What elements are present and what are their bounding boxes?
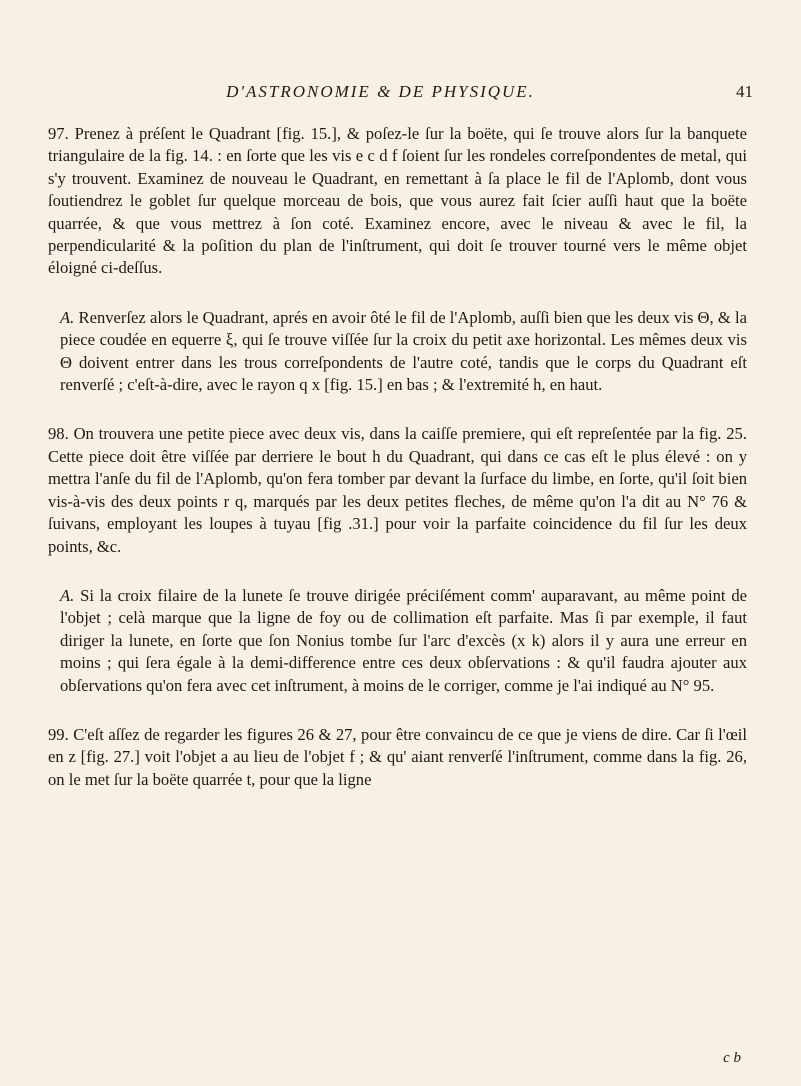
page-body (48, 123, 747, 818)
paragraph-label: A. (60, 585, 75, 605)
running-head: D'ASTRONOMIE & DE PHYSIQUE. (226, 82, 535, 101)
paragraph-label: A. (60, 307, 75, 327)
page-number: 41 (736, 82, 753, 101)
paragraph-number: 98. (48, 424, 69, 444)
paragraph-99 (48, 724, 747, 791)
paragraph-number: 97. (48, 124, 69, 143)
paragraph-text: Prenez à préſent le Quadrant [fig. 15.], & poſez-le ſur la boëte, qui ſe trouve alors ſur la banquete triangulaire de la fig. 14. : en ſorte que les vis e c d f ſoient ſur les rondeles correſpondentes de metal, qui s'y trouvent. Examinez de nouveau le Quadrant, en remettant à ſa place le fil de l'Aplomb, dont vous ſoutiendrez le goblet ſur quelque morceau de bois, que vous aurez fait ſcier auſſi haut que la boëte quarrée, & que vous mettrez à ſon coté. Examinez encore, avec le niveau & avec le fil, la perpendicularité & la poſition du plan de l'inſtrument, qui doit ſe trouver tourné vers le même objet éloigné ci-deſſus. (48, 124, 747, 278)
paragraph-98a (48, 585, 747, 697)
catchword: c b (723, 1050, 741, 1066)
paragraph-97 (48, 123, 747, 280)
paragraph-text: C'eſt aſſez de regarder les figures 26 & 27, pour être convaincu de ce que je viens de dire. Car ſi l'œil en z [fig. 27.] voit l'objet a au lieu de l'objet f ; & qu' aiant renverſé l'inſtrument, comme dans la fig. 26, on le met ſur la boëte quarrée t, pour que la ligne (48, 724, 747, 789)
paragraph-text: On trouvera une petite piece avec deux vis, dans la caiſſe premiere, qui eſt repreſentée par la fig. 25. Cette piece doit être viſſée par derriere le bout h du Quadrant, qui dans ce cas eſt le plus élevé : on y mettra l'anſe du fil de l'Aplomb, qu'on fera tomber par devant la ſurface du limbe, en ſorte, qu'il ſoit bien vis-à-vis des deux points r q, marqués par les deux petites fleches, de même qu'on l'a dit au N° 76 & ſuivans, employant les loupes à tuyau [fig .31.] pour voir la parfaite coincidence du fil ſur les deux points, &c. (48, 424, 747, 556)
paragraph-number: 99. (48, 724, 69, 744)
paragraph-97a (48, 307, 747, 397)
paragraph-text: Renverſez alors le Quadrant, aprés en avoir ôté le fil de l'Aplomb, auſſi bien que les deux vis Θ, & la piece coudée en equerre ξ, qui ſe trouve viſſée ſur la croix du petit axe horizontal. Les mêmes deux vis Θ doivent entrer dans les trous correſpondents de l'autre coté, tandis que le corps du Quadrant eſt renverſé ; c'eſt-à-dire, avec le rayon q x [fig. 15.] en bas ; & l'extremité h, en haut. (60, 307, 748, 395)
page-header (48, 82, 753, 112)
paragraph-text: Si la croix filaire de la lunete ſe trouve dirigée préciſément comm' auparavant, au même point de l'objet ; celà marque que la ligne de foy ou de collimation eſt parfaite. Mas ſi par exemple, il faut diriger la lunete, en ſorte que ſon Nonius tombe ſur l'arc d'excès (x k) alors il y aura une erreur en moins ; qui ſera égale à la demi-difference entre ces deux obſervations : & qu'il faudra ajouter aux obſervations qu'on fera avec cet inſtrument, à moins de le corriger, comme je l'ai indiqué au N° 95. (60, 585, 747, 695)
paragraph-98 (48, 423, 747, 557)
